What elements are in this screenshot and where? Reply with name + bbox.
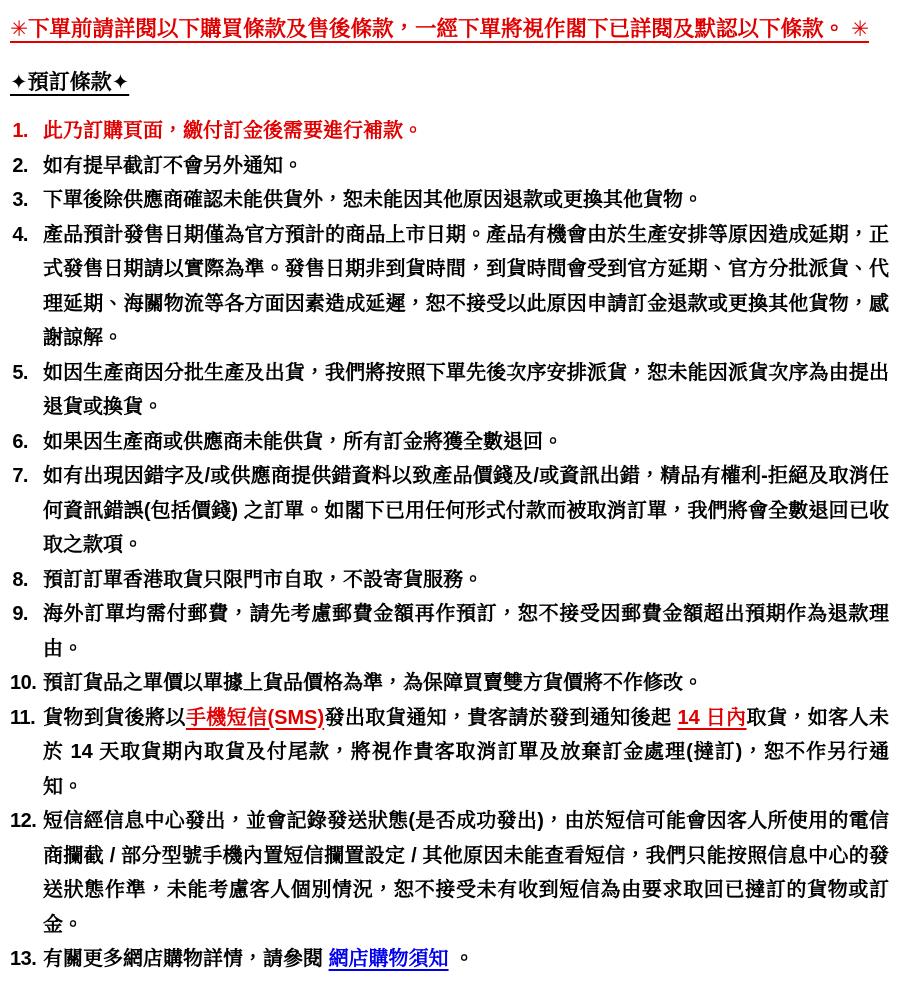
item-text [43,701,889,805]
item-text: 如有提早截訂不會另外通知。 [43,154,303,177]
term-item-7 [10,459,889,563]
item-number: 6. [12,430,28,453]
terms-list [10,114,889,977]
item-text-segment: 有關更多網店購物詳情，請參閱 [43,948,329,970]
item-number: 12. [10,810,37,832]
term-item-12 [10,804,889,942]
item-text: 短信經信息中心發出，並會記錄發送狀態(是否成功發出)，由於短信可能會因客人所使用的電信商攔截 / 部分型號手機內置短信攔置設定 / 其他原因未能查看短信，我們只能按照信息中心的發送狀態作準，未能考慮客人個別情況，恕不接受未有收到短信為由要求取回已撻訂的貨物或訂金。 [43,810,889,936]
sms-highlight: 手機短信(SMS) [185,706,325,729]
store-shopping-guide-link[interactable]: 網店購物須知 [328,948,449,970]
item-text: 下單後除供應商確認未能供貨外，恕未能因其他原因退款或更換其他貨物。 [43,189,703,211]
term-item-3 [10,183,889,218]
item-number: 1. [12,120,28,142]
item-text: 預訂訂單香港取貨只限門市自取，不設寄貨服務。 [43,568,483,591]
item-text-segment: 。 [448,948,475,970]
term-item-9 [10,597,889,666]
item-number: 11. [10,706,36,729]
item-number: 10. [10,672,37,694]
item-number: 5. [12,361,28,384]
item-number: 2. [12,154,28,177]
item-number: 3. [12,189,28,211]
term-item-6 [10,425,889,460]
item-text: 預訂貨品之單價以單據上貨品價格為準，為保障買賣雙方貨價將不作修改。 [43,672,703,694]
term-item-13 [10,942,889,977]
item-text-segment: 發出取貨通知，貴客請於發到通知後起 [324,706,678,729]
term-item-10 [10,666,889,701]
item-text [43,942,889,977]
item-number: 13. [10,948,37,970]
term-item-2 [10,149,889,184]
term-item-5 [10,356,889,425]
item-text: 海外訂單均需付郵費，請先考慮郵費金額再作預訂，恕不接受因郵費金額超出預期作為退款理由。 [43,603,889,660]
item-text: 如因生產商因分批生產及出貨，我們將按照下單先後次序安排派貨，恕未能因派貨次序為由提出退貨或換貨。 [43,361,889,418]
term-item-11 [10,701,889,805]
item-text: 如有出現因錯字及/或供應商提供錯資料以致產品價錢及/或資訊出錯，精品有權利-拒絕及取消任何資訊錯誤(包括價錢) 之訂單。如閣下已用任何形式付款而被取消訂單，我們將會全數退回已收取之款項。 [43,465,889,556]
item-text: 此乃訂購頁面，繳付訂金後需要進行補款。 [43,120,423,142]
pickup-deadline-highlight: 14 日內 [677,706,747,729]
item-text: 產品預計發售日期僅為官方預計的商品上市日期。產品有機會由於生產安排等原因造成延期，正式發售日期請以實際為準。發售日期非到貨時間，到貨時間會受到官方延期、官方分批派貨、代理延期、海關物流等各方面因素造成延遲，恕不接受以此原因申請訂金退款或更換其他貨物，感謝諒解。 [43,223,889,349]
item-number: 9. [12,603,28,625]
item-number: 8. [12,568,28,591]
term-item-8 [10,563,889,598]
section-title: ✦預訂條款✦ [10,71,130,94]
item-number: 4. [12,223,28,246]
term-item-4 [10,218,889,356]
item-text-segment: 取貨，如客人未於 14 天取貨期內取貨及付尾款，將視作貴客取消訂單及放棄訂金處理(撻訂)，恕不作另行通知。 [43,706,890,798]
item-number: 7. [12,465,28,487]
term-item-1 [10,114,889,149]
item-text: 如果因生產商或供應商未能供貨，所有訂金將獲全數退回。 [43,430,563,453]
purchase-notice: ✳下單前請詳閱以下購買條款及售後條款，一經下單將視作閣下已詳閱及默認以下條款。 ✳ [10,17,870,41]
item-text-segment: 貨物到貨後將以 [43,706,186,729]
